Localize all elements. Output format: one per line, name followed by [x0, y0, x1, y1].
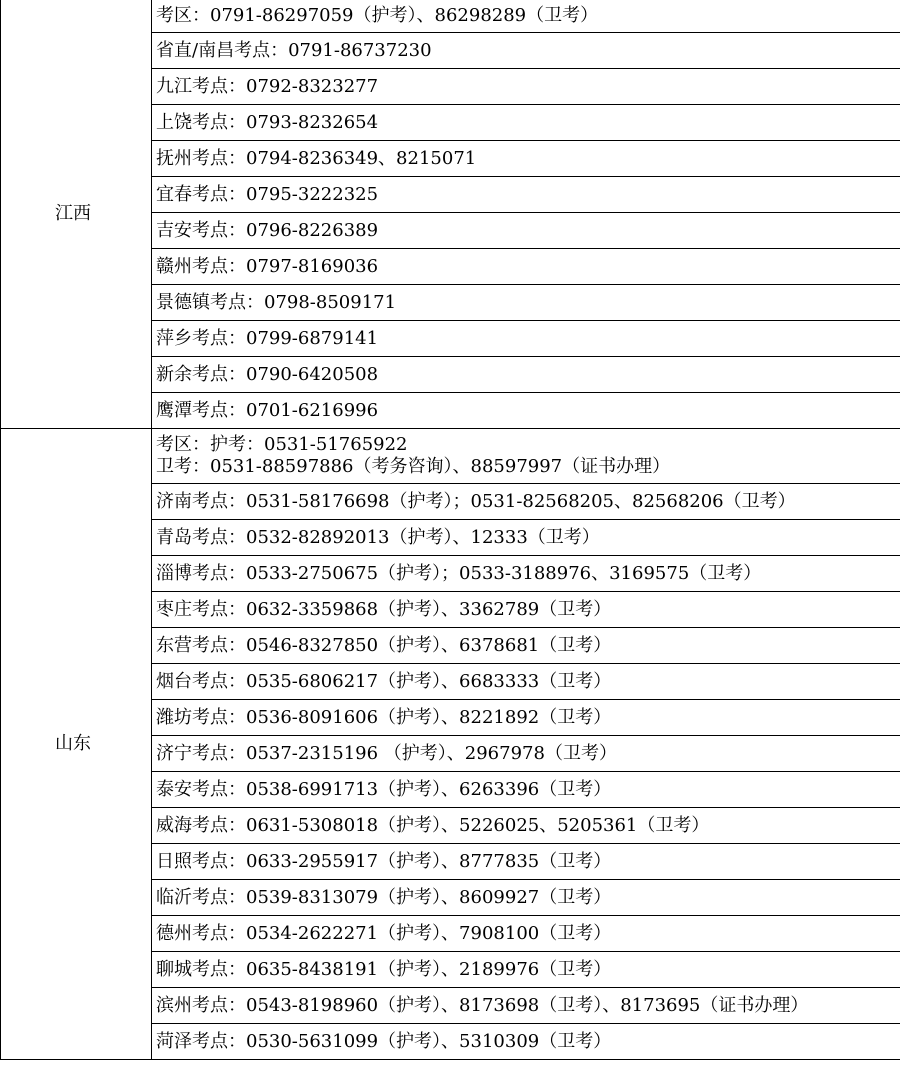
- contact-cell: [152, 556, 900, 592]
- contact-text: 新余考点：0790-6420508: [156, 363, 379, 385]
- contact-cell: [152, 357, 900, 393]
- contact-cell: [152, 664, 900, 700]
- contact-cell: [152, 880, 900, 916]
- contact-text: 德州考点：0534-2622271（护考）、7908100（卫考）: [156, 922, 612, 944]
- contact-text: 宜春考点：0795-3222325: [156, 183, 379, 205]
- region-cell: 山东: [1, 429, 152, 1060]
- contact-text: 萍乡考点：0799-6879141: [156, 327, 379, 349]
- contact-text: 日照考点：0633-2955917（护考）、8777835（卫考）: [156, 850, 612, 872]
- contact-cell: [152, 1024, 900, 1060]
- contact-text: 临沂考点：0539-8313079（护考）、8609927（卫考）: [156, 886, 612, 908]
- contact-text: 景德镇考点：0798-8509171: [156, 291, 397, 313]
- contact-text: 滨州考点：0543-8198960（护考）、8173698（卫考）、8173695（证书办理）: [156, 994, 809, 1016]
- contact-text: 考区：护考：0531-51765922: [156, 434, 408, 455]
- contact-cell: [152, 177, 900, 213]
- contact-text: 威海考点：0631-5308018（护考）、5226025、5205361（卫考）: [156, 814, 710, 836]
- contact-cell: [152, 916, 900, 952]
- contact-text: 泰安考点：0538-6991713（护考）、6263396（卫考）: [156, 778, 612, 800]
- contact-cell: [152, 249, 900, 285]
- contact-cell: [152, 213, 900, 249]
- contact-text: 省直/南昌考点：0791-86737230: [156, 39, 432, 61]
- contact-text: 济南考点：0531-58176698（护考）；0531-82568205、82568206（卫考）: [156, 490, 796, 512]
- contact-text: 烟台考点：0535-6806217（护考）、6683333（卫考）: [156, 670, 612, 692]
- contact-text: 聊城考点：0635-8438191（护考）、2189976（卫考）: [156, 958, 612, 980]
- contact-cell: [152, 628, 900, 664]
- contact-text: 吉安考点：0796-8226389: [156, 219, 379, 241]
- contact-cell: [152, 0, 900, 33]
- contact-text: 济宁考点：0537-2315196 （护考）、2967978（卫考）: [156, 742, 617, 764]
- contact-text: 枣庄考点：0632-3359868（护考）、3362789（卫考）: [156, 598, 612, 620]
- contact-text: 赣州考点：0797-8169036: [156, 255, 379, 277]
- contact-cell: [152, 772, 900, 808]
- contact-cell: [152, 844, 900, 880]
- table-body: [1, 0, 900, 1060]
- contact-text: 菏泽考点：0530-5631099（护考）、5310309（卫考）: [156, 1030, 612, 1052]
- contact-text: 潍坊考点：0536-8091606（护考）、8221892（卫考）: [156, 706, 612, 728]
- contact-cell: [152, 105, 900, 141]
- contact-cell: [152, 520, 900, 556]
- contact-text: 抚州考点：0794-8236349、8215071: [156, 147, 477, 169]
- region-cell: 江西: [1, 0, 152, 429]
- contact-text: 上饶考点：0793-8232654: [156, 111, 379, 133]
- contact-cell: [152, 484, 900, 520]
- contact-cell: [152, 429, 900, 484]
- contact-cell: [152, 736, 900, 772]
- contact-cell: [152, 700, 900, 736]
- contact-text: 青岛考点：0532-82892013（护考）、12333（卫考）: [156, 526, 600, 548]
- contact-text: 东营考点：0546-8327850（护考）、6378681（卫考）: [156, 634, 612, 656]
- contact-cell: [152, 808, 900, 844]
- contact-cell: [152, 285, 900, 321]
- contact-cell: [152, 952, 900, 988]
- contact-cell: [152, 988, 900, 1024]
- contact-cell: [152, 33, 900, 69]
- contact-cell: [152, 141, 900, 177]
- contact-cell: [152, 321, 900, 357]
- contact-text: 淄博考点：0533-2750675（护考）；0533-3188976、3169575（卫考）: [156, 562, 762, 584]
- contact-text: 考区：0791-86297059（护考）、86298289（卫考）: [156, 5, 599, 26]
- contact-text: 鹰潭考点：0701-6216996: [156, 399, 379, 421]
- contact-cell: [152, 393, 900, 429]
- contact-text: 九江考点：0792-8323277: [156, 75, 379, 97]
- table-row: [1, 0, 900, 33]
- contact-cell: [152, 592, 900, 628]
- contact-cell: [152, 69, 900, 105]
- contact-text: 卫考：0531-88597886（考务咨询）、88597997（证书办理）: [156, 456, 671, 477]
- table-row: [1, 429, 900, 484]
